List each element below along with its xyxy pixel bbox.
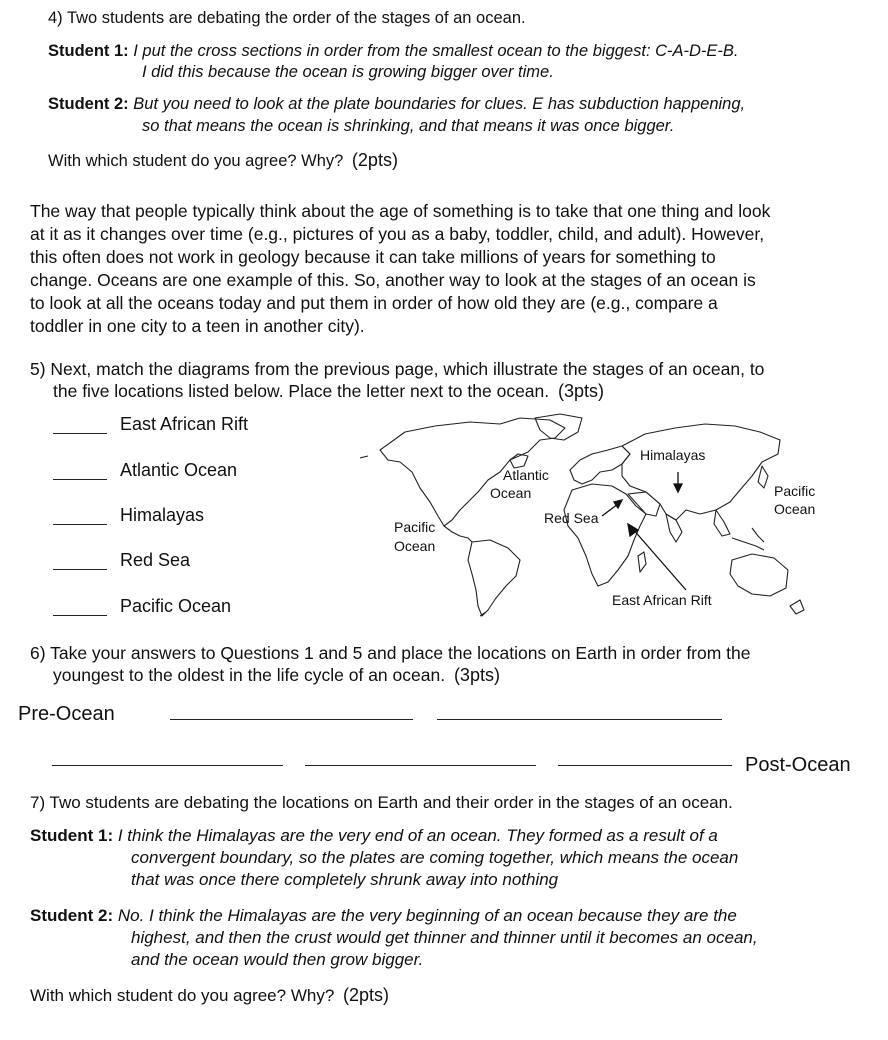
location-east-african-rift: East African Rift — [120, 414, 249, 434]
pre-ocean-label: Pre-Ocean — [18, 703, 115, 725]
order-blank-3[interactable] — [52, 765, 283, 766]
paragraph-line: The way that people typically think about the age of something is to take that one thing and look — [30, 201, 771, 221]
q7-student2-line3: and the ocean would then grow bigger. — [131, 950, 424, 969]
location-red-sea: Red Sea — [120, 550, 191, 570]
order-blank-4[interactable] — [305, 765, 536, 766]
q7-student1 — [30, 825, 718, 846]
paragraph-line: toddler in one city to a teen in another city). — [30, 316, 365, 336]
answer-blank-himalayas[interactable] — [53, 524, 107, 525]
q4-question — [48, 150, 398, 172]
q4-student1-line2: I did this because the ocean is growing bigger over time. — [142, 63, 554, 81]
africa-outline — [564, 484, 646, 586]
order-blank-2[interactable] — [437, 719, 722, 720]
location-himalayas: Himalayas — [120, 505, 205, 525]
answer-blank-red-sea[interactable] — [53, 569, 107, 570]
q7-student1-line2: convergent boundary, so the plates are coming together, which means the ocean — [131, 848, 739, 867]
q7-question-text: With which student do you agree? Why? — [30, 986, 335, 1005]
q7-student2 — [30, 905, 737, 926]
q4-student1-line1: I put the cross sections in order from the smallest ocean to the biggest: C-A-D-E-B. — [133, 42, 739, 60]
paragraph-line: at it as it changes over time (e.g., pictures of you as a baby, toddler, child, and adult). However, — [30, 224, 765, 244]
q4-student2-line1: But you need to look at the plate boundaries for clues. E has subduction happening, — [133, 95, 746, 113]
q7-student1-line1: I think the Himalayas are the very end of an ocean. They formed as a result of a — [117, 826, 718, 845]
answer-blank-east-african-rift[interactable] — [53, 433, 107, 434]
order-blank-5[interactable] — [558, 765, 732, 766]
order-blank-1[interactable] — [170, 719, 413, 720]
map-label-pacific-left-2: Ocean — [394, 538, 436, 554]
greenland-outline — [535, 414, 582, 440]
world-map — [360, 410, 840, 620]
answer-blank-pacific-ocean[interactable] — [53, 615, 107, 616]
q4-student1-label: Student 1: — [48, 42, 129, 60]
location-pacific-ocean: Pacific Ocean — [120, 596, 232, 616]
answer-blank-atlantic-ocean[interactable] — [53, 479, 107, 480]
q7-question — [30, 985, 389, 1006]
europe-outline — [570, 446, 630, 484]
q4-student2-label: Student 2: — [48, 95, 129, 113]
q6-line2: youngest to the oldest in the life cycle of an ocean. — [53, 665, 446, 685]
q4-question-text: With which student do you agree? Why? — [48, 152, 344, 170]
q7-student2-line1: No. I think the Himalayas are the very beginning of an ocean because they are the — [117, 906, 737, 925]
q7-student2-label: Student 2: — [30, 906, 114, 925]
q4-student1 — [48, 41, 868, 62]
q4-points: (2pts) — [351, 150, 398, 170]
map-label-pacific-right-2: Ocean — [774, 501, 816, 517]
q6-line1: 6) Take your answers to Questions 1 and 5 and place the locations on Earth in order from the — [30, 643, 751, 663]
q7-points: (2pts) — [343, 985, 390, 1005]
q7-student2-line2: highest, and then the crust would get thinner and thinner until it becomes an ocean, — [131, 928, 758, 947]
australia-outline — [730, 554, 788, 596]
q7-student1-label: Student 1: — [30, 826, 114, 845]
q6-points: (3pts) — [453, 665, 500, 685]
q6-line2-wrap — [53, 664, 500, 687]
paragraph-line: change. Oceans are one example of this. So, another way to look at the stages of an ocean is — [30, 270, 756, 290]
south-america-outline — [468, 540, 520, 616]
map-label-pacific-left-1: Pacific — [394, 519, 436, 535]
paragraph-line: to look at all the oceans today and put them in order of how old they are (e.g., compare a — [30, 293, 718, 313]
map-label-pacific-right-1: Pacific — [774, 483, 816, 499]
context-paragraph — [30, 200, 880, 338]
post-ocean-label: Post-Ocean — [745, 754, 851, 776]
map-label-himalayas: Himalayas — [640, 447, 706, 463]
map-label-red-sea: Red Sea — [544, 510, 599, 526]
location-atlantic-ocean: Atlantic Ocean — [120, 460, 238, 480]
q4-prompt: 4) Two students are debating the order of the stages of an ocean. — [48, 9, 526, 27]
paragraph-line: this often does not work in geology because it can take millions of years for something to — [30, 247, 716, 267]
q5-line1: 5) Next, match the diagrams from the previous page, which illustrate the stages of an ocean, to — [30, 359, 765, 379]
map-label-atlantic-1: Atlantic — [503, 467, 549, 483]
q5-points: (3pts) — [558, 381, 605, 401]
q5-line2-wrap — [53, 380, 604, 403]
q7-prompt: 7) Two students are debating the locations on Earth and their order in the stages of an ocean. — [30, 793, 733, 812]
q7-student1-line3: that was once there completely shrunk away into nothing — [131, 870, 559, 889]
map-label-east-african-rift: East African Rift — [612, 592, 712, 608]
q4-student2-line2: so that means the ocean is shrinking, and that means it was once bigger. — [142, 117, 675, 135]
asia-outline — [622, 424, 780, 520]
q5-line2: the five locations listed below. Place the letter next to the ocean. — [53, 381, 550, 401]
q4-student2 — [48, 94, 878, 115]
map-label-atlantic-2: Ocean — [490, 485, 532, 501]
